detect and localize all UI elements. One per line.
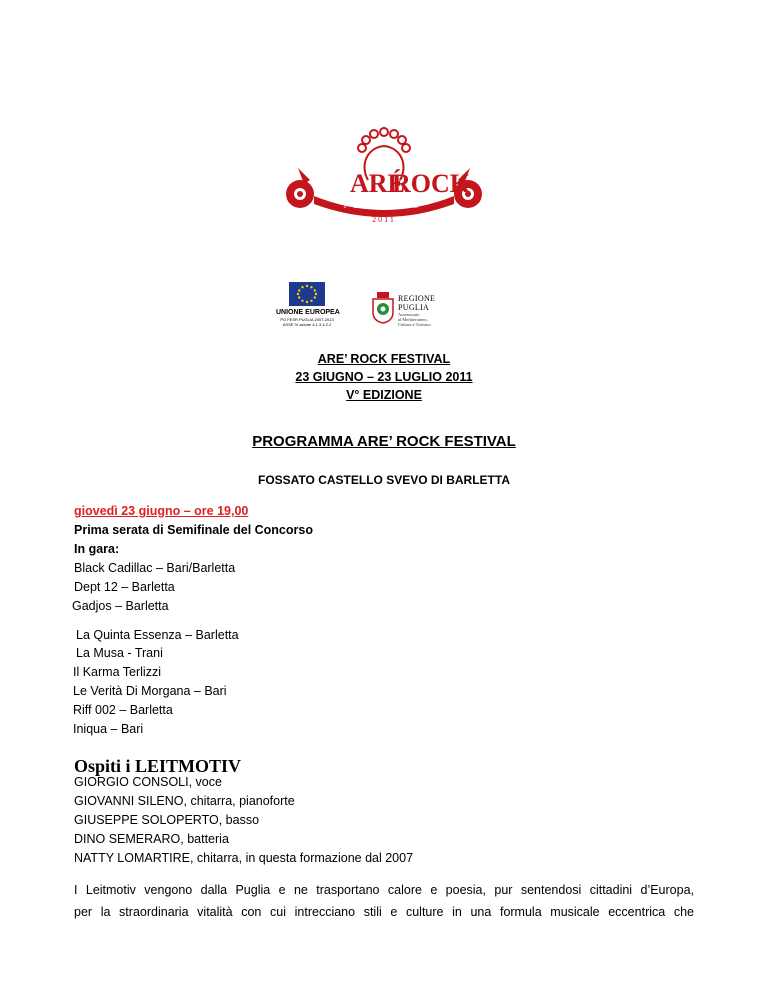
event-title: Prima serata di Semifinale del Concorso [74,523,313,537]
list-item: GIOVANNI SILENO, chitarra, pianoforte [74,794,295,808]
regione-line2: PUGLIA [398,303,430,312]
list-item: GIORGIO CONSOLI, voce [74,775,222,789]
regione-sub1: Assessorato [398,312,420,317]
eu-flag-icon [289,282,325,306]
logo-word-are: ARÉ [350,169,405,198]
eu-axis-line: ASSE IV azione 4.1.3 4.2.2 [282,322,332,327]
regione-puglia-logo [372,292,452,332]
program-title: PROGRAMMA ARE’ ROCK FESTIVAL [252,433,516,450]
list-item: Black Cadillac – Bari/Barletta [74,561,236,575]
event-date: giovedì 23 giugno – ore 19,00 [74,504,249,518]
list-item: DINO SEMERARO, batteria [74,832,229,846]
guests-title: Ospiti i LEITMOTIV [74,756,242,776]
list-item: Riff 002 – Barletta [73,703,173,717]
festival-edition: V° EDIZIONE [346,388,422,402]
regione-line1: REGIONE [398,294,436,303]
list-item: GIUSEPPE SOLOPERTO, basso [74,813,260,827]
regione-crest-icon [372,292,394,324]
logo-subtitle: FESTIVAL [343,202,425,210]
list-item: Dept 12 – Barletta [74,580,175,594]
eu-name: UNIONE EUROPEA [276,309,340,316]
regione-sub3: Cultura e Turismo [398,322,431,327]
list-item: Gadjos – Barletta [72,599,169,613]
festival-dates: 23 GIUGNO – 23 LUGLIO 2011 [295,370,473,384]
guests-description-line2: per la straordinaria vitalità con cui intrecciano stili e culture in una formula musicale eccentrica che [74,905,694,919]
list-item: La Quinta Essenza – Barletta [76,628,239,642]
regione-sub2: al Mediterraneo, [398,317,428,322]
guests-description-line1: I Leitmotiv vengono dalla Puglia e ne trasportano calore e poesia, pur sentendosi cittadini d’Europa, [74,883,694,897]
list-item: Il Karma Terlizzi [73,665,161,679]
logo-word-rock: ROCK [392,169,470,198]
list-item: Le Verità Di Morgana – Bari [73,684,227,698]
list-item: NATTY LOMARTIRE, chitarra, in questa formazione dal 2007 [74,851,414,865]
program-venue: FOSSATO CASTELLO SVEVO DI BARLETTA [257,473,510,487]
eu-logo [276,282,338,334]
competing-label: In gara: [74,542,120,556]
eu-program-line: PO FESR PUGLIA 2007-2013 [280,317,334,322]
list-item: Iniqua – Bari [73,722,144,736]
logo-year: 2011 [372,215,396,224]
are-rock-festival-logo [278,118,490,228]
festival-title: ARE’ ROCK FESTIVAL [317,352,451,366]
list-item: La Musa - Trani [76,646,163,660]
